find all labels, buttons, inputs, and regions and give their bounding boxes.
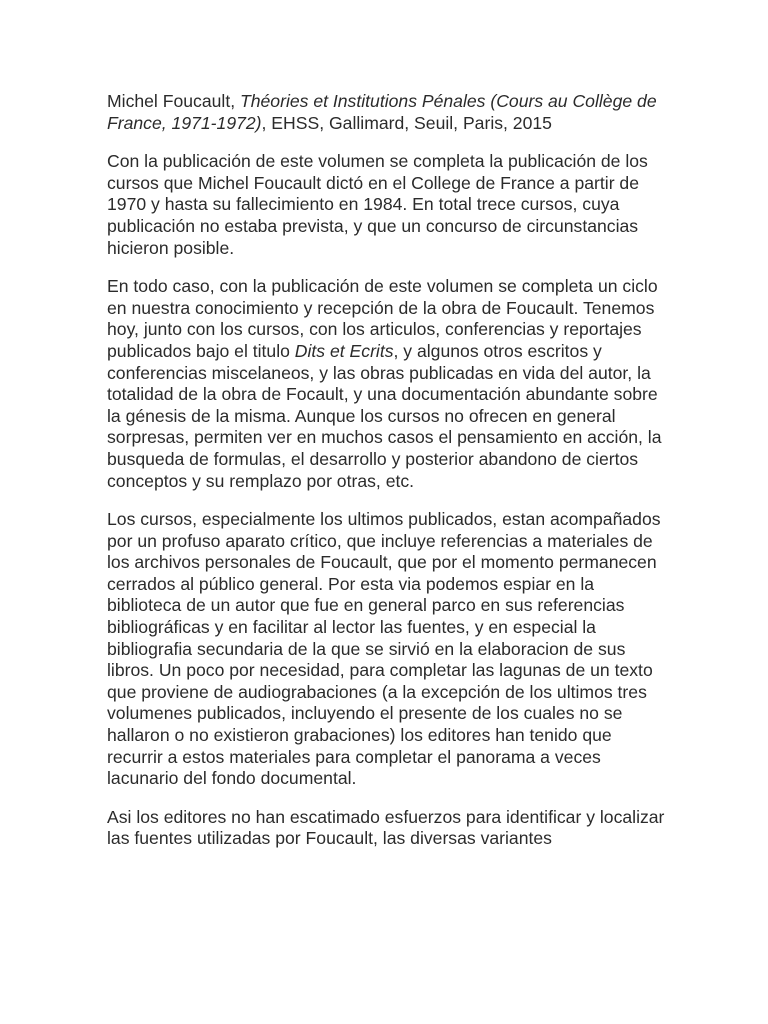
paragraph-4: Asi los editores no han escatimado esfuerzos para identificar y localizar las fuentes utilizadas por Foucault, las diversas variantes <box>107 806 665 849</box>
citation-publisher: , EHSS, Gallimard, Seuil, Paris, 2015 <box>261 112 552 133</box>
paragraph-3: Los cursos, especialmente los ultimos publicados, estan acompañados por un profuso aparato crítico, que incluye referencias a materiales de los archivos personales de Foucault, que por el momento permanecen cerrados al público general. Por esta via podemos espiar en la biblioteca de un autor que fue en general parco en sus referencias bibliográficas y en facilitar al lector las fuentes, y en especial la bibliografia secundaria de la que se sirvió en la elaboracion de sus libros. Un poco por necesidad, para completar las lagunas de un texto que proviene de audiograbaciones (a la excepción de los ultimos tres volumenes publicados, incluyendo el presente de los cuales no se hallaron o no existieron grabaciones) los editores han tenido que recurrir a estos materiales para completar el panorama a veces lacunario del fondo documental. <box>107 509 661 789</box>
citation-line <box>107 91 667 134</box>
paragraph-1: Con la publicación de este volumen se completa la publicación de los cursos que Michel Foucault dictó en el College de France a partir de 1970 y hasta su fallecimiento en 1984. En total trece cursos, cuya publicación no estaba prevista, y que un concurso de circunstancias hicieron posible. <box>107 151 648 258</box>
citation-title: Théories et Institutions Pénales (Cours au Collège de France, 1971-1972) <box>107 91 657 133</box>
paragraph-2 <box>107 276 667 492</box>
paragraph-2-italic-title: Dits et Ecrits <box>294 340 394 361</box>
paragraph-2-start: En todo caso, con la publicación de este volumen se completa un ciclo en nuestra conocimiento y recepción de la obra de Foucault. Tenemos hoy, junto con los cursos, con los articulos, conferencias y reportajes publicados bajo el titulo <box>107 276 658 361</box>
document-page <box>107 91 667 867</box>
citation-author: Michel Foucault, <box>107 91 240 111</box>
paragraph-2-end: , y algunos otros escritos y conferencias miscelaneos, y las obras publicadas en vida del autor, la totalidad de la obra de Focault, y una documentación abundante sobre la génesis de la misma. Aunque los cursos no ofrecen en general sorpresas, permiten ver en muchos casos el pensamiento en acción, la busqueda de formulas, el desarrollo y posterior abandono de ciertos conceptos y su remplazo por otras, etc. <box>107 340 662 491</box>
